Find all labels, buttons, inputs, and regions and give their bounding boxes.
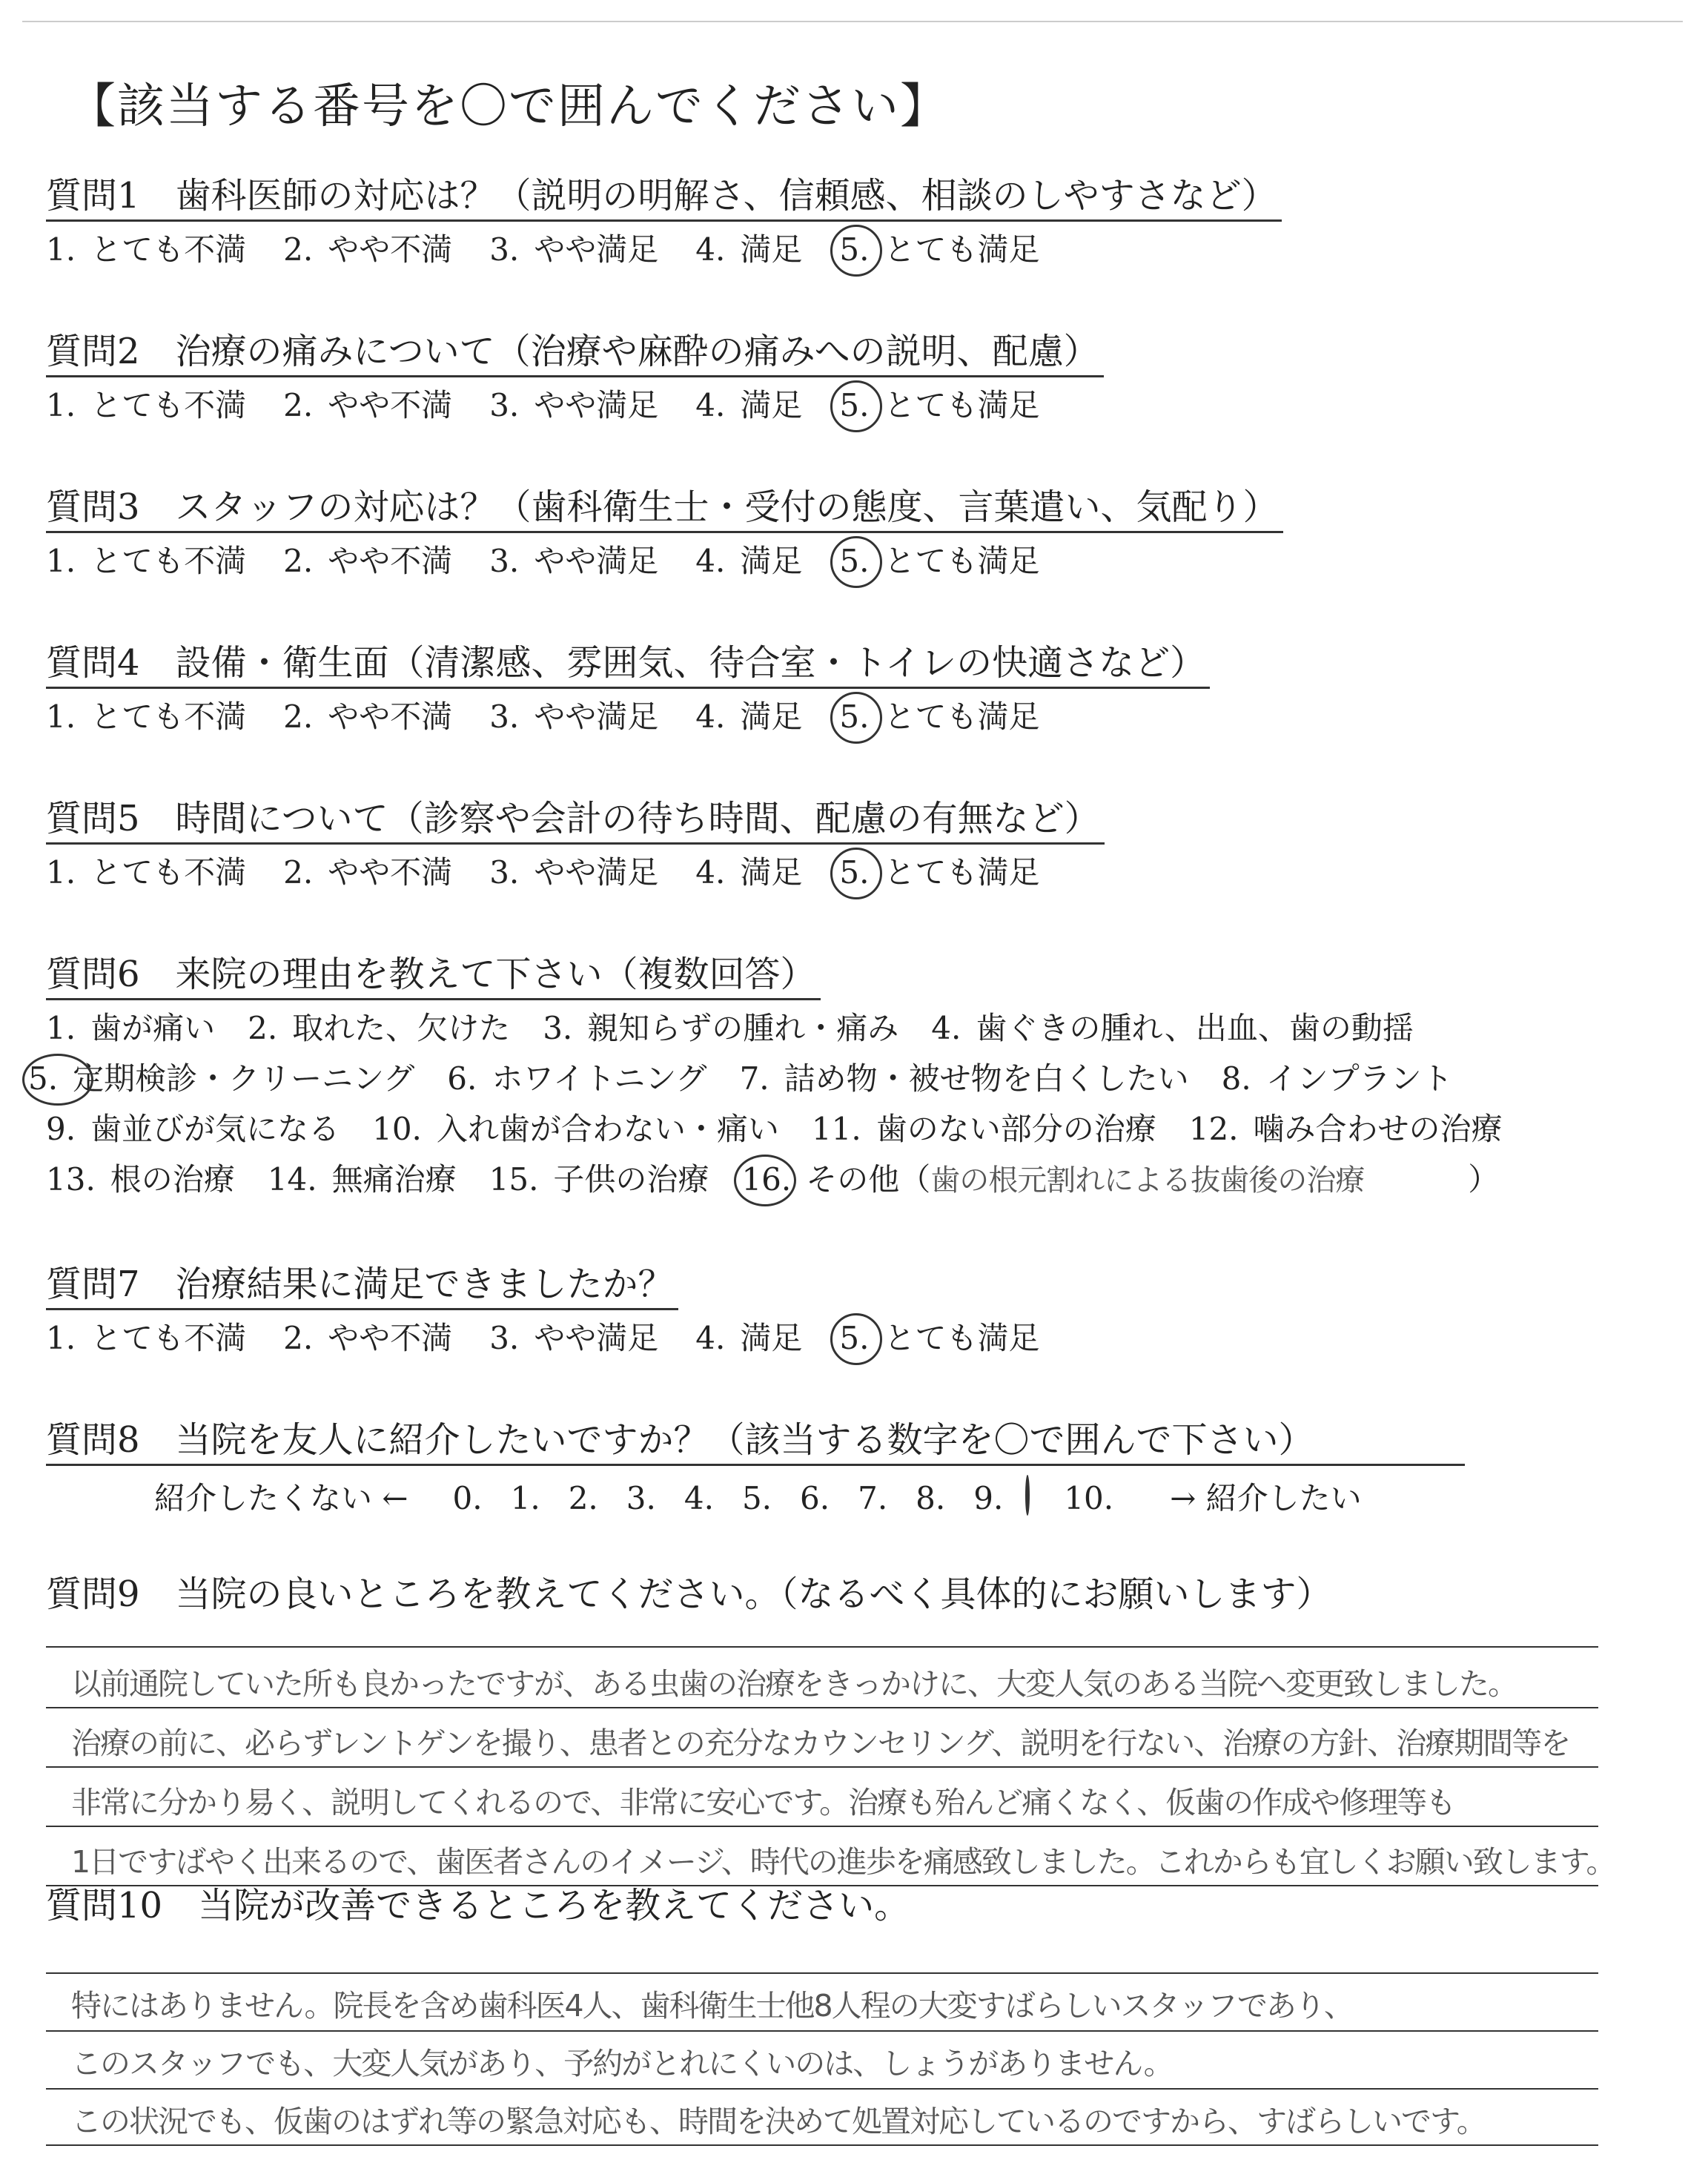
option[interactable]: 4. 満足 — [695, 543, 803, 579]
answer-options — [46, 539, 1677, 584]
question-number: 質問8 — [46, 1419, 140, 1461]
option[interactable]: 2. やや不満 — [283, 698, 453, 735]
answer-options — [46, 695, 1677, 739]
option[interactable]: 1. とても不満 — [46, 387, 247, 423]
scale-10-selected[interactable]: 10. — [1031, 1476, 1142, 1521]
answer-line-3: 非常に分かり易く、説明してくれるので、非常に安心です。治療も殆んど痛くなく、仮歯の作成や修理等も — [71, 1785, 1455, 1820]
other-reason-handwritten: 歯の根元割れによる抜歯後の治療 — [930, 1163, 1365, 1198]
question-number: 質問10 — [46, 1885, 163, 1926]
reason-option[interactable]: 6. ホワイトニング — [447, 1060, 707, 1097]
question-10 — [46, 1882, 1677, 2139]
option-selected[interactable]: 5. とても満足 — [839, 1316, 1039, 1361]
question-2 — [46, 328, 1677, 428]
selection-circle — [830, 692, 882, 744]
scale-8[interactable]: 8. — [916, 1480, 946, 1516]
reason-option[interactable]: 8. インプラント — [1221, 1060, 1453, 1097]
option[interactable]: 3. やや満足 — [489, 543, 659, 579]
top-rule — [22, 21, 1683, 22]
question-number: 質問6 — [46, 954, 140, 995]
reason-option-selected[interactable]: 16. その他（歯の根元割れによる抜歯後の治療 ） — [741, 1157, 1499, 1203]
question-7 — [46, 1261, 1677, 1361]
question-text: スタッフの対応は？（歯科衛生士・受付の態度、言葉遣い、気配り） — [175, 486, 1279, 528]
selection-circle — [830, 225, 882, 277]
reason-option[interactable]: 11. 歯のない部分の治療 — [811, 1111, 1156, 1147]
reason-option[interactable]: 15. 子供の治療 — [489, 1161, 709, 1198]
option[interactable]: 2. やや不満 — [283, 854, 453, 891]
scale-2[interactable]: 2. — [568, 1480, 598, 1516]
reason-row-4 — [46, 1157, 1677, 1203]
reason-option[interactable]: 4. 歯ぐきの腫れ、出血、歯の動揺 — [931, 1010, 1414, 1046]
selection-circle — [22, 1054, 93, 1106]
reason-option[interactable]: 9. 歯並びが気になる — [46, 1111, 340, 1147]
option[interactable]: 3. やや満足 — [489, 854, 659, 891]
question-text: 設備・衛生面（清潔感、雰囲気、待合室・トイレの快適さなど） — [175, 642, 1206, 684]
question-text: 当院が改善できるところを教えてください。 — [198, 1885, 910, 1926]
option[interactable]: 2. やや不満 — [283, 1320, 453, 1356]
question-number: 質問2 — [46, 331, 140, 372]
option[interactable]: 1. とても不満 — [46, 854, 247, 891]
reason-row-2 — [28, 1057, 1677, 1101]
scale-4[interactable]: 4. — [683, 1480, 714, 1516]
answer-options — [46, 228, 1677, 272]
scale-9[interactable]: 9. — [973, 1480, 1004, 1516]
option[interactable]: 2. やや不満 — [283, 231, 453, 268]
selection-circle — [830, 848, 882, 899]
selection-circle — [830, 1313, 882, 1365]
option[interactable]: 1. とても不満 — [46, 231, 247, 268]
question-4 — [46, 639, 1677, 739]
reason-option[interactable]: 13. 根の治療 — [46, 1161, 235, 1198]
question-5 — [46, 795, 1677, 895]
scale-6[interactable]: 6. — [800, 1480, 830, 1516]
scale-7[interactable]: 7. — [858, 1480, 888, 1516]
option[interactable]: 1. とても不満 — [46, 698, 247, 735]
selection-circle — [830, 536, 882, 588]
recommend-scale — [46, 1476, 1677, 1521]
option-selected[interactable]: 5. とても満足 — [839, 695, 1039, 739]
question-number: 質問5 — [46, 798, 140, 839]
question-text: 当院を友人に紹介したいですか？（該当する数字を〇で囲んで下さい） — [175, 1419, 1314, 1461]
answer-line-1: 特にはありません。院長を含め歯科医4人、歯科衛生士他8人程の大変すばらしいスタッフであり、 — [71, 1988, 1353, 2024]
reason-option[interactable]: 14. 無痛治療 — [267, 1161, 457, 1198]
question-number: 質問7 — [46, 1264, 140, 1305]
option-selected[interactable]: 5. とても満足 — [839, 539, 1039, 584]
question-3 — [46, 483, 1677, 584]
selection-circle — [734, 1155, 796, 1206]
question-text: 当院の良いところを教えてください。（なるべく具体的にお願いします） — [175, 1573, 1332, 1615]
question-text: 治療の痛みについて（治療や麻酔の痛みへの説明、配慮） — [175, 331, 1099, 372]
option[interactable]: 4. 満足 — [695, 1320, 803, 1356]
option[interactable]: 2. やや不満 — [283, 387, 453, 423]
page-heading: 【該当する番号を〇で囲んでください】 — [68, 79, 949, 134]
reason-row-3 — [46, 1107, 1677, 1152]
option[interactable]: 4. 満足 — [695, 698, 803, 735]
option-selected[interactable]: 5. とても満足 — [839, 228, 1039, 272]
option-selected[interactable]: 5. とても満足 — [839, 383, 1039, 428]
question-1 — [46, 172, 1677, 272]
scale-right-label: → 紹介したい — [1170, 1480, 1362, 1516]
selection-circle — [1025, 1475, 1030, 1516]
answer-options — [46, 1316, 1677, 1361]
option[interactable]: 1. とても不満 — [46, 1320, 247, 1356]
question-number: 質問3 — [46, 486, 140, 528]
option[interactable]: 3. やや満足 — [489, 231, 659, 268]
reason-option[interactable]: 1. 歯が痛い — [46, 1010, 216, 1046]
question-number: 質問1 — [46, 175, 140, 217]
option[interactable]: 3. やや満足 — [489, 698, 659, 735]
question-number: 質問9 — [46, 1573, 140, 1615]
reason-option[interactable]: 3. 親知らずの腫れ・痛み — [543, 1010, 899, 1046]
option[interactable]: 4. 満足 — [695, 387, 803, 423]
scale-left-label: 紹介したくない ← — [154, 1480, 408, 1516]
option[interactable]: 4. 満足 — [695, 854, 803, 891]
option[interactable]: 3. やや満足 — [489, 387, 659, 423]
question-8 — [46, 1416, 1677, 1521]
answer-line-1: 以前通院していた所も良かったですが、ある虫歯の治療をきっかけに、大変人気のある当院へ変更致しました。 — [71, 1666, 1517, 1702]
question-text: 時間について（診察や会計の待ち時間、配慮の有無など） — [175, 798, 1100, 839]
answer-line-2: このスタッフでも、大変人気があり、予約がとれにくいのは、しょうがありません。 — [71, 2046, 1173, 2081]
option[interactable]: 3. やや満足 — [489, 1320, 659, 1356]
answer-line-3: この状況でも、仮歯のはずれ等の緊急対応も、時間を決めて処置対応しているのですから、すばらしいです。 — [71, 2104, 1486, 2139]
question-text: 来院の理由を教えて下さい（複数回答） — [175, 954, 816, 995]
scale-5[interactable]: 5. — [741, 1480, 772, 1516]
scale-0[interactable]: 0. — [452, 1480, 483, 1516]
question-6 — [28, 951, 1677, 1203]
scale-1[interactable]: 1. — [510, 1480, 540, 1516]
answer-options — [46, 383, 1677, 428]
option[interactable]: 2. やや不満 — [283, 543, 453, 579]
reason-option[interactable]: 10. 入れ歯が合わない・痛い — [372, 1111, 779, 1147]
reason-option[interactable]: 2. 取れた、欠けた — [248, 1010, 511, 1046]
answer-line-2: 治療の前に、必らずレントゲンを撮り、患者との充分なカウンセリング、説明を行ない、治療の方針、治療期間等を — [71, 1725, 1570, 1761]
question-text: 治療結果に満足できましたか？ — [175, 1264, 674, 1305]
option[interactable]: 4. 満足 — [695, 231, 803, 268]
reason-option[interactable]: 12. 噛み合わせの治療 — [1188, 1111, 1503, 1147]
answer-options — [46, 851, 1677, 895]
reason-option-selected[interactable]: 5. 定期検診・クリーニング — [28, 1057, 414, 1101]
selection-circle — [830, 380, 882, 432]
option-selected[interactable]: 5. とても満足 — [839, 851, 1039, 895]
question-text: 歯科医師の対応は？（説明の明解さ、信頼感、相談のしやすさなど） — [175, 175, 1277, 217]
question-number: 質問4 — [46, 642, 140, 684]
option[interactable]: 1. とても不満 — [46, 543, 247, 579]
question-9 — [46, 1571, 1677, 1880]
reason-option[interactable]: 7. 詰め物・被せ物を白くしたい — [739, 1060, 1189, 1097]
answer-line-4: 1日ですばやく出来るので、歯医者さんのイメージ、時代の進歩を痛感致しました。これからも宜しくお願い致します。 — [71, 1844, 1615, 1880]
reason-row-1 — [46, 1006, 1677, 1051]
scale-3[interactable]: 3. — [626, 1480, 656, 1516]
